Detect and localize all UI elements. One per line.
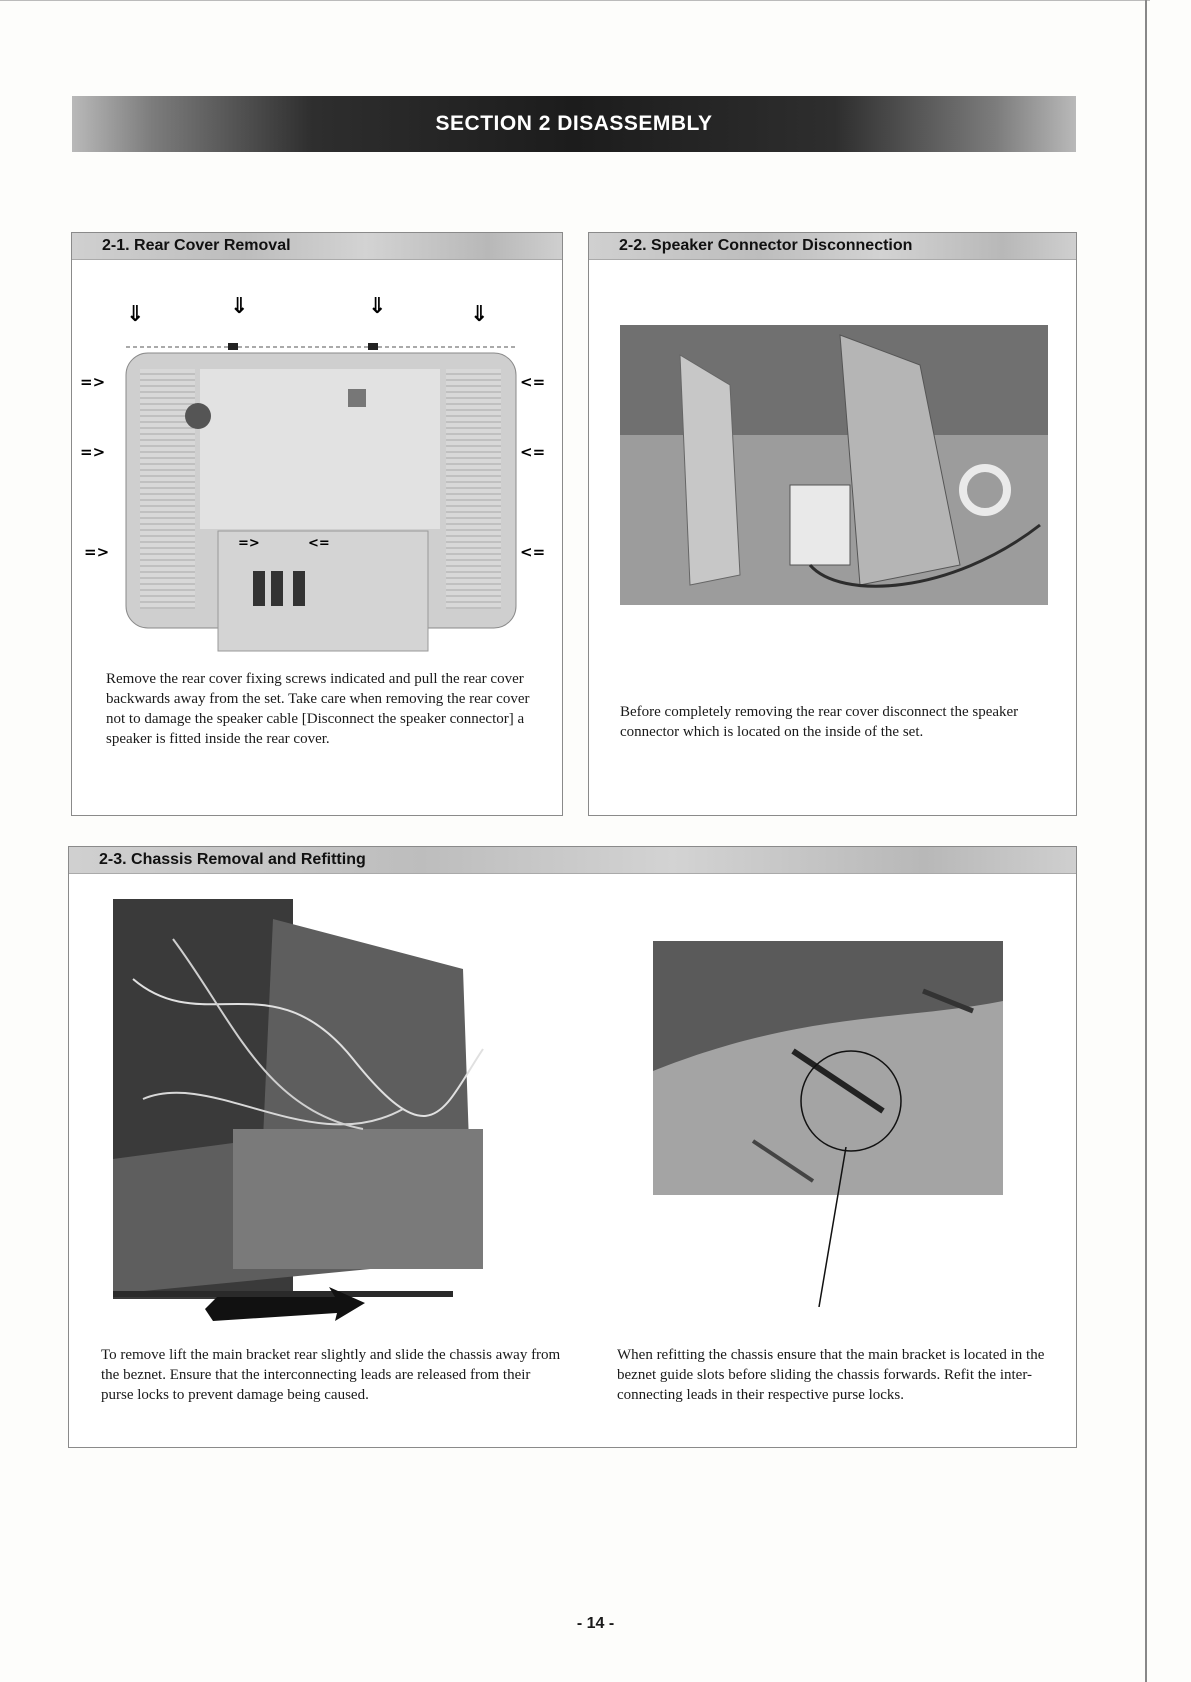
rear-cover-photo	[78, 281, 556, 701]
tv-grill-right	[446, 369, 501, 609]
tv-grill-left	[140, 369, 195, 609]
screw-hole	[348, 389, 366, 407]
panel-caption: Remove the rear cover fixing screws indicated and pull the rear cover backwards away from the set. Take care when removing the rear cover not to damage the speaker cable [Disconnect the speaker connector] a speaker is fitted inside the rear cover.	[106, 671, 530, 747]
arrow-left-icon: <=	[520, 443, 546, 461]
arrow-right-icon: =>	[80, 373, 106, 391]
top-rule	[0, 0, 1150, 1]
section-title: SECTION 2 DISASSEMBLY	[435, 112, 713, 135]
page-edge	[1145, 0, 1147, 1682]
callout-line	[789, 1147, 849, 1307]
connector-slot	[271, 571, 283, 606]
arrow-right-icon: =>	[84, 543, 110, 561]
panel-rear-cover-removal	[71, 232, 563, 816]
panel-heading: 2-1. Rear Cover Removal	[102, 237, 291, 254]
slide-arrow-icon	[205, 1287, 365, 1327]
connector-slot	[293, 571, 305, 606]
chassis-photo	[113, 899, 513, 1299]
panel-chassis-removal	[68, 846, 1077, 1448]
arrow-right-icon: =>	[238, 536, 260, 551]
panel-header	[72, 233, 562, 260]
arrow-left-icon: <=	[520, 543, 546, 561]
panel-heading: 2-2. Speaker Connector Disconnection	[619, 237, 913, 254]
section-banner	[72, 96, 1076, 152]
speaker-connector-photo	[620, 325, 1048, 605]
screw-marker	[368, 343, 378, 350]
main-pcb	[233, 1129, 483, 1269]
arrow-down-icon: ⇓	[126, 302, 145, 327]
panel-caption: Before completely removing the rear cover disconnect the speaker connector which is located on the inside of the set.	[620, 704, 1019, 740]
arrow-down-icon: ⇓	[230, 294, 249, 319]
speaker-connector	[790, 485, 850, 565]
panel-heading: 2-3. Chassis Removal and Refitting	[99, 851, 366, 868]
arrow-left-icon: <=	[308, 536, 330, 551]
panel-header	[69, 847, 1076, 874]
arrow-right-icon: =>	[80, 443, 106, 461]
panel-speaker-connector	[588, 232, 1077, 816]
arrow-left-icon: <=	[520, 373, 546, 391]
tv-rear-panel	[200, 369, 440, 529]
arrow-down-icon: ⇓	[368, 294, 387, 319]
arrow-down-icon: ⇓	[470, 302, 489, 327]
screw-marker	[228, 343, 238, 350]
panel-caption-left: To remove lift the main bracket rear slightly and slide the chassis away from the beznet. Ensure that the interconnecting leads are released from their purse locks to prevent damage being caused.	[101, 1347, 561, 1403]
screw-hole	[185, 403, 211, 429]
page-number: - 14 -	[576, 1615, 615, 1632]
connector-slot	[253, 571, 265, 606]
panel-caption-right: When refitting the chassis ensure that the main bracket is located in the beznet guide slots before sliding the chassis forwards. Refit the inter-connecting leads in their respective purse locks.	[617, 1347, 1045, 1403]
panel-header	[589, 233, 1076, 260]
